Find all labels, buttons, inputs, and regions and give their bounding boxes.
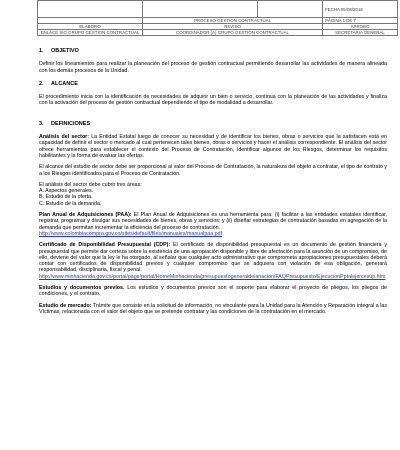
- definition-analisis-sector: [39, 134, 387, 159]
- section-title: DEFINICIONES: [51, 120, 91, 127]
- paa-link[interactable]: http://www.colombiacompra.gov.co/sites/default/files/manuales/manualpaa.pdf: [39, 230, 223, 237]
- header-date: FECHA 05/08/2016: [323, 1, 398, 18]
- header-cell-blank-2: [143, 1, 258, 18]
- header-cell-blank-3: [258, 1, 323, 18]
- header-label-elaboro: ELABORO: [38, 24, 143, 30]
- alcance-estudio-paragraph: El alcance del estudio de sector debe ser proporcional al valor del Proceso de Contratación, la naturaleza del objeto a contratar, el tipo de contrato y a los Riesgos identificados para el Proceso de Contratación.: [39, 164, 387, 177]
- section-number: 2.: [39, 80, 44, 87]
- header-cell-blank-1: [38, 1, 143, 18]
- definition-estudios-previos: [39, 285, 387, 298]
- definition-term: Estudios y documentos previos.: [39, 285, 125, 292]
- list-item: B. Estudio de la oferta.: [39, 194, 93, 201]
- definition-text: La Entidad Estatal luego de conocer su necesidad y de identificar los bienes, obras o servicios que la satisfacen está en capacidad de definir el sector o mercado al cual pertenecen tales bienes, obras o servicios y hacer el análisis correspondiente. El análisis del sector ofrece herramientas para establecer el contexto del Proceso de Contratación, identificar algunos de los Riesgos, determinar los requisitos habilitantes y la forma de evaluar las ofertas.: [39, 134, 387, 159]
- header-value-aprobo: SECRETARIA GENERAL: [323, 30, 398, 36]
- definition-text: El certificado de disponibilidad presupuestal es un documento de gestión financiera y presupuestal que permite dar certeza sobre la existencia de una apropiación disponible y libre de afectación para la asunción de un compromiso, de ello, deviene del valor que la ley le ha otorgado, al señalar que cualquier acto administrativo que comprometa apropiaciones presupuestales deberá contar con certificados de disponibilidad previos y cualquier compromiso que se adquiera con violación de esa obligación, generará responsabilidad, disciplinaria, fiscal y penal.: [39, 242, 387, 274]
- header-value-reviso: COORDINADOR (A) GRUPO GESTION CONTRACTUAL: [143, 30, 323, 36]
- definition-text: El Plan Anual de Adquisiciones es una herramienta para: (i) facilitar a las entidades estatales identificar, registrar, programar y divulgar sus necesidades de bienes, obras y servicios; y (ii) diseñar estrategias de contratación basadas en agregación de la demanda que permitan incrementar la eficiencia del proceso de contratación.: [39, 212, 387, 231]
- section-number: 1.: [39, 48, 44, 54]
- document-header-table: [37, 0, 398, 36]
- section-number: 3.: [39, 120, 44, 127]
- section-title: OBJETIVO: [51, 48, 79, 54]
- objetivo-paragraph: Definir los lineamientos para realizar la planeación del proceso de gestión contractual permitiendo desarrollar las actividades de manera alineada con los demás procesos de la Unidad.: [39, 61, 387, 74]
- definition-cdp: [39, 242, 387, 273]
- definition-estudio-mercado: [39, 303, 387, 316]
- cubrir-intro: El análisis del sector debe cubrir tres áreas:: [39, 181, 142, 188]
- document-body: [39, 48, 387, 315]
- definition-term: Plan Anual de Adquisiciones (PAA):: [39, 212, 132, 219]
- definition-term: Certificado de Disponibilidad Presupuestal (CDP):: [39, 242, 171, 249]
- list-item: A. Aspectos generales.: [39, 188, 94, 195]
- cdp-link[interactable]: http://www.minhacienda.gov.co/portal/page/portal/HomeMinhacienda/presupuestogeneraldelanacion/FAQPresupuesto/EjecucionPptalejercesup.htm: [39, 273, 386, 280]
- list-item: C. Estudio de la demanda.: [39, 200, 102, 207]
- header-process-name: PROCESO GESTION CONTRACTUAL: [143, 18, 323, 24]
- header-label-aprobo: APROBO: [323, 24, 398, 30]
- header-page-number: PÁGINA 1 DE 7: [323, 18, 398, 24]
- definition-term: Estudio de mercado:: [39, 302, 92, 309]
- definition-paa: [39, 212, 387, 231]
- definition-text: Trámite que consiste en la solicitud de información, no vinculante para la Unidad para la Atención y Reparación integral a las Víctimas, relacionada con el valor del objeto que se pretende contratar y las condiciones de la contratación en el mercado.: [39, 302, 387, 315]
- alcance-paragraph: El procedimiento inicia con la identificación de necesidades de adquirir un bien o servicio, continua con la planeación de las actividades y finaliza con la activación del proceso de gestión contractual dependiendo el tipo de modalidad a desarrollar.: [39, 94, 387, 107]
- section-title: ALCANCE: [51, 80, 78, 87]
- header-label-reviso: REVISO: [143, 24, 323, 30]
- header-value-elaboro: ENLACE SIG GRUPO GESTION CONTRACTUAL: [38, 30, 143, 36]
- definition-term: Análisis del sector:: [39, 134, 90, 141]
- definition-text: Los estudios y documentos previos son el soporte para elaborar el proyecto de pliegos, los pliegos de condiciones, y el contrato.: [39, 285, 387, 298]
